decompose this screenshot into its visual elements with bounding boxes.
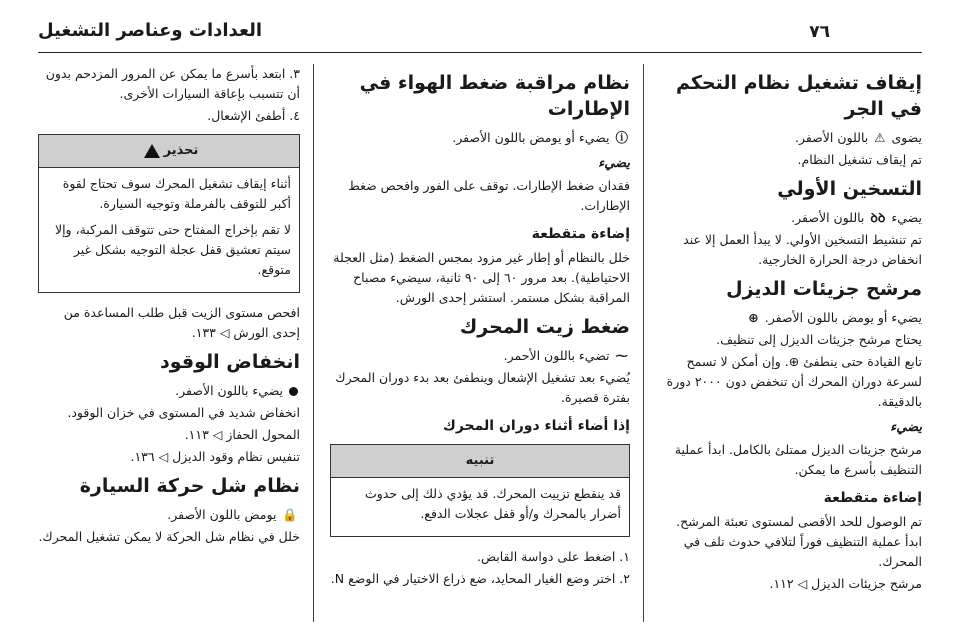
text-fragment: يضيء أو يومض باللون الأصفر. <box>452 130 610 145</box>
filter-indicator <box>664 308 922 328</box>
fuel-text: انخفاض شديد في المستوى في خزان الوقود. <box>67 405 300 420</box>
column-middle <box>330 64 630 591</box>
heading-tpms: نظام مراقبة ضغط الهواء في الإطارات <box>359 72 630 120</box>
heading-traction-off: إيقاف تشغيل نظام التحكم في الجر <box>675 72 922 120</box>
oil-indicator <box>330 346 630 366</box>
oil-check-text[interactable]: افحص مستوى الزيت قبل طلب المساعدة من إحدى الورش ◁ ١٣٣. <box>63 305 300 340</box>
warning-box <box>38 134 300 293</box>
immobiliser-text: خلل في نظام شل الحركة لا يمكن تشغيل المحرك. <box>38 529 300 544</box>
notice-box <box>330 444 630 537</box>
subheading-flashing: إضاءة متقطعة <box>823 490 922 506</box>
tire-pressure-icon: ⓘ <box>615 130 628 145</box>
warning-title <box>39 135 299 168</box>
oil-text: يُضيء بعد تشغيل الإشعال وينطفئ بعد بدء دوران المحرك بفترة قصيرة. <box>335 370 630 405</box>
fuel-warning-icon <box>289 387 298 396</box>
filter-reference[interactable]: مرشح جزيئات الديزل ◁ ١١٢. <box>769 576 922 591</box>
text-fragment: تضيء باللون الأحمر. <box>503 348 610 363</box>
tpms-lit-text: فقدان ضغط الإطارات. توقف على الفور وافحص ضغط الإطارات. <box>348 178 630 213</box>
subheading-tpms-lit: يضيء <box>598 156 630 171</box>
preheat-indicator <box>664 208 922 228</box>
immobiliser-indicator <box>38 505 300 525</box>
page-header <box>0 0 960 52</box>
list-item: ٢. اختر وضع الغيار المحايد، ضع ذراع الاختيار في الوضع N. <box>330 571 630 586</box>
subheading-lit: يضيء <box>890 420 922 435</box>
warning-text-2: لا تقم بإخراج المفتاح حتى تتوقف المركبة، وإلا سيتم تعشيق قفل عجلة التوجيه بشكل غير متوقع. <box>54 222 291 277</box>
car-lock-icon: 🔒 <box>282 507 298 522</box>
header-rule <box>38 52 922 53</box>
notice-text: قد ينقطع تزييت المحرك. قد يؤدي ذلك إلى حدوث أضرار بالمحرك و/أو قفل عجلات الدفع. <box>365 486 621 521</box>
page-number: ٧٦ <box>809 22 830 42</box>
heading-preheat: التسخين الأولي <box>777 178 922 200</box>
list-item: ١. اضغط على دواسة القابض. <box>476 549 630 564</box>
list-item: ٣. ابتعد بأسرع ما يمكن عن المرور المزدحم بدون أن تتسبب بإعاقة السيارات الأخرى. <box>45 66 300 101</box>
column-right <box>664 64 922 596</box>
text-fragment: يومض باللون الأصفر. <box>167 507 277 522</box>
notice-title: تنبيه <box>331 445 629 478</box>
warning-body <box>39 168 299 292</box>
column-left <box>38 64 300 549</box>
text-fragment: باللون الأصفر. <box>791 210 865 225</box>
text-fragment: يضيء أو يومض باللون الأصفر. <box>764 310 922 325</box>
text-fragment: يضيء <box>891 210 922 225</box>
fuel-reference-2[interactable]: تنفيس نظام وقود الديزل ◁ ١٣٦. <box>130 449 300 464</box>
oil-can-icon: ⁓ <box>615 348 628 363</box>
procedure-list <box>330 547 630 589</box>
filter-text-2: تابع القيادة حتى ينطفئ ⊕. وإن أمكن لا تسمح لسرعة دوران المحرك أن تنخفض دون ٢٠٠٠ دورة بالدقيقة. <box>666 354 922 409</box>
column-divider-right <box>643 64 644 622</box>
heading-diesel-filter: مرشح جزيئات الديزل <box>726 278 922 300</box>
warning-triangle-icon <box>144 144 160 158</box>
traction-off-text: تم إيقاف تشغيل النظام. <box>797 152 922 167</box>
notice-body <box>331 478 629 536</box>
traction-off-indicator <box>664 128 922 148</box>
heading-immobiliser: نظام شل حركة السيارة <box>79 475 300 497</box>
traction-icon: ⚠ <box>874 130 886 145</box>
procedure-list-continued <box>38 64 300 126</box>
glow-plug-icon: ꝺꝺ <box>870 210 886 225</box>
diesel-filter-icon: ⊕ <box>748 310 759 325</box>
column-divider-left <box>313 64 314 622</box>
list-item: ٤. أطفئ الإشعال. <box>207 108 300 123</box>
filter-lit-text: مرشح جزيئات الديزل ممتلئ بالكامل. ابدأ عملية التنظيف بأسرع ما يمكن. <box>674 442 922 477</box>
filter-flash-text: تم الوصول للحد الأقصى لمستوى تعبئة المرشح. ابدأ عملية التنظيف فوراً لتلافي حدوث تلف في المحرك. <box>676 514 922 569</box>
heading-oil-pressure: ضغط زيت المحرك <box>459 316 630 338</box>
fuel-indicator <box>38 381 300 401</box>
text-fragment: باللون الأصفر. <box>794 130 869 145</box>
subheading-tpms-flashing: إضاءة متقطعة <box>531 226 630 242</box>
text-fragment: يضيء باللون الأصفر. <box>175 383 284 398</box>
chapter-title: العدادات وعناصر التشغيل <box>38 20 263 41</box>
tpms-indicator <box>330 128 630 148</box>
filter-text-1: يحتاج مرشح جزيئات الديزل إلى تنظيف. <box>716 332 922 347</box>
tpms-flash-text: خلل بالنظام أو إطار غير مزود بمجس الضغط (مثل العجلة الاحتياطية). بعد مرور ٦٠ إلى ٩٠ ثانية، سيضيء مصباح المراقبة بشكل مستمر. استشر إحدى الورش. <box>333 250 630 305</box>
text-fragment: يضوى <box>891 130 922 145</box>
heading-low-fuel: انخفاض الوقود <box>160 351 300 373</box>
warning-text-1: أثناء إيقاف تشغيل المحرك سوف تحتاج لقوة أكبر للتوقف بالفرملة وتوجيه السيارة. <box>62 176 291 211</box>
subheading-running: إذا أضاء أثناء دوران المحرك <box>443 418 630 434</box>
fuel-reference-1[interactable]: المحول الحفاز ◁ ١١٣. <box>184 427 300 442</box>
warning-label: تحذير <box>163 143 199 158</box>
preheat-text: تم تنشيط التسخين الأولي. لا يبدأ العمل إلا عند انخفاض درجة الحرارة الخارجية. <box>683 232 922 267</box>
